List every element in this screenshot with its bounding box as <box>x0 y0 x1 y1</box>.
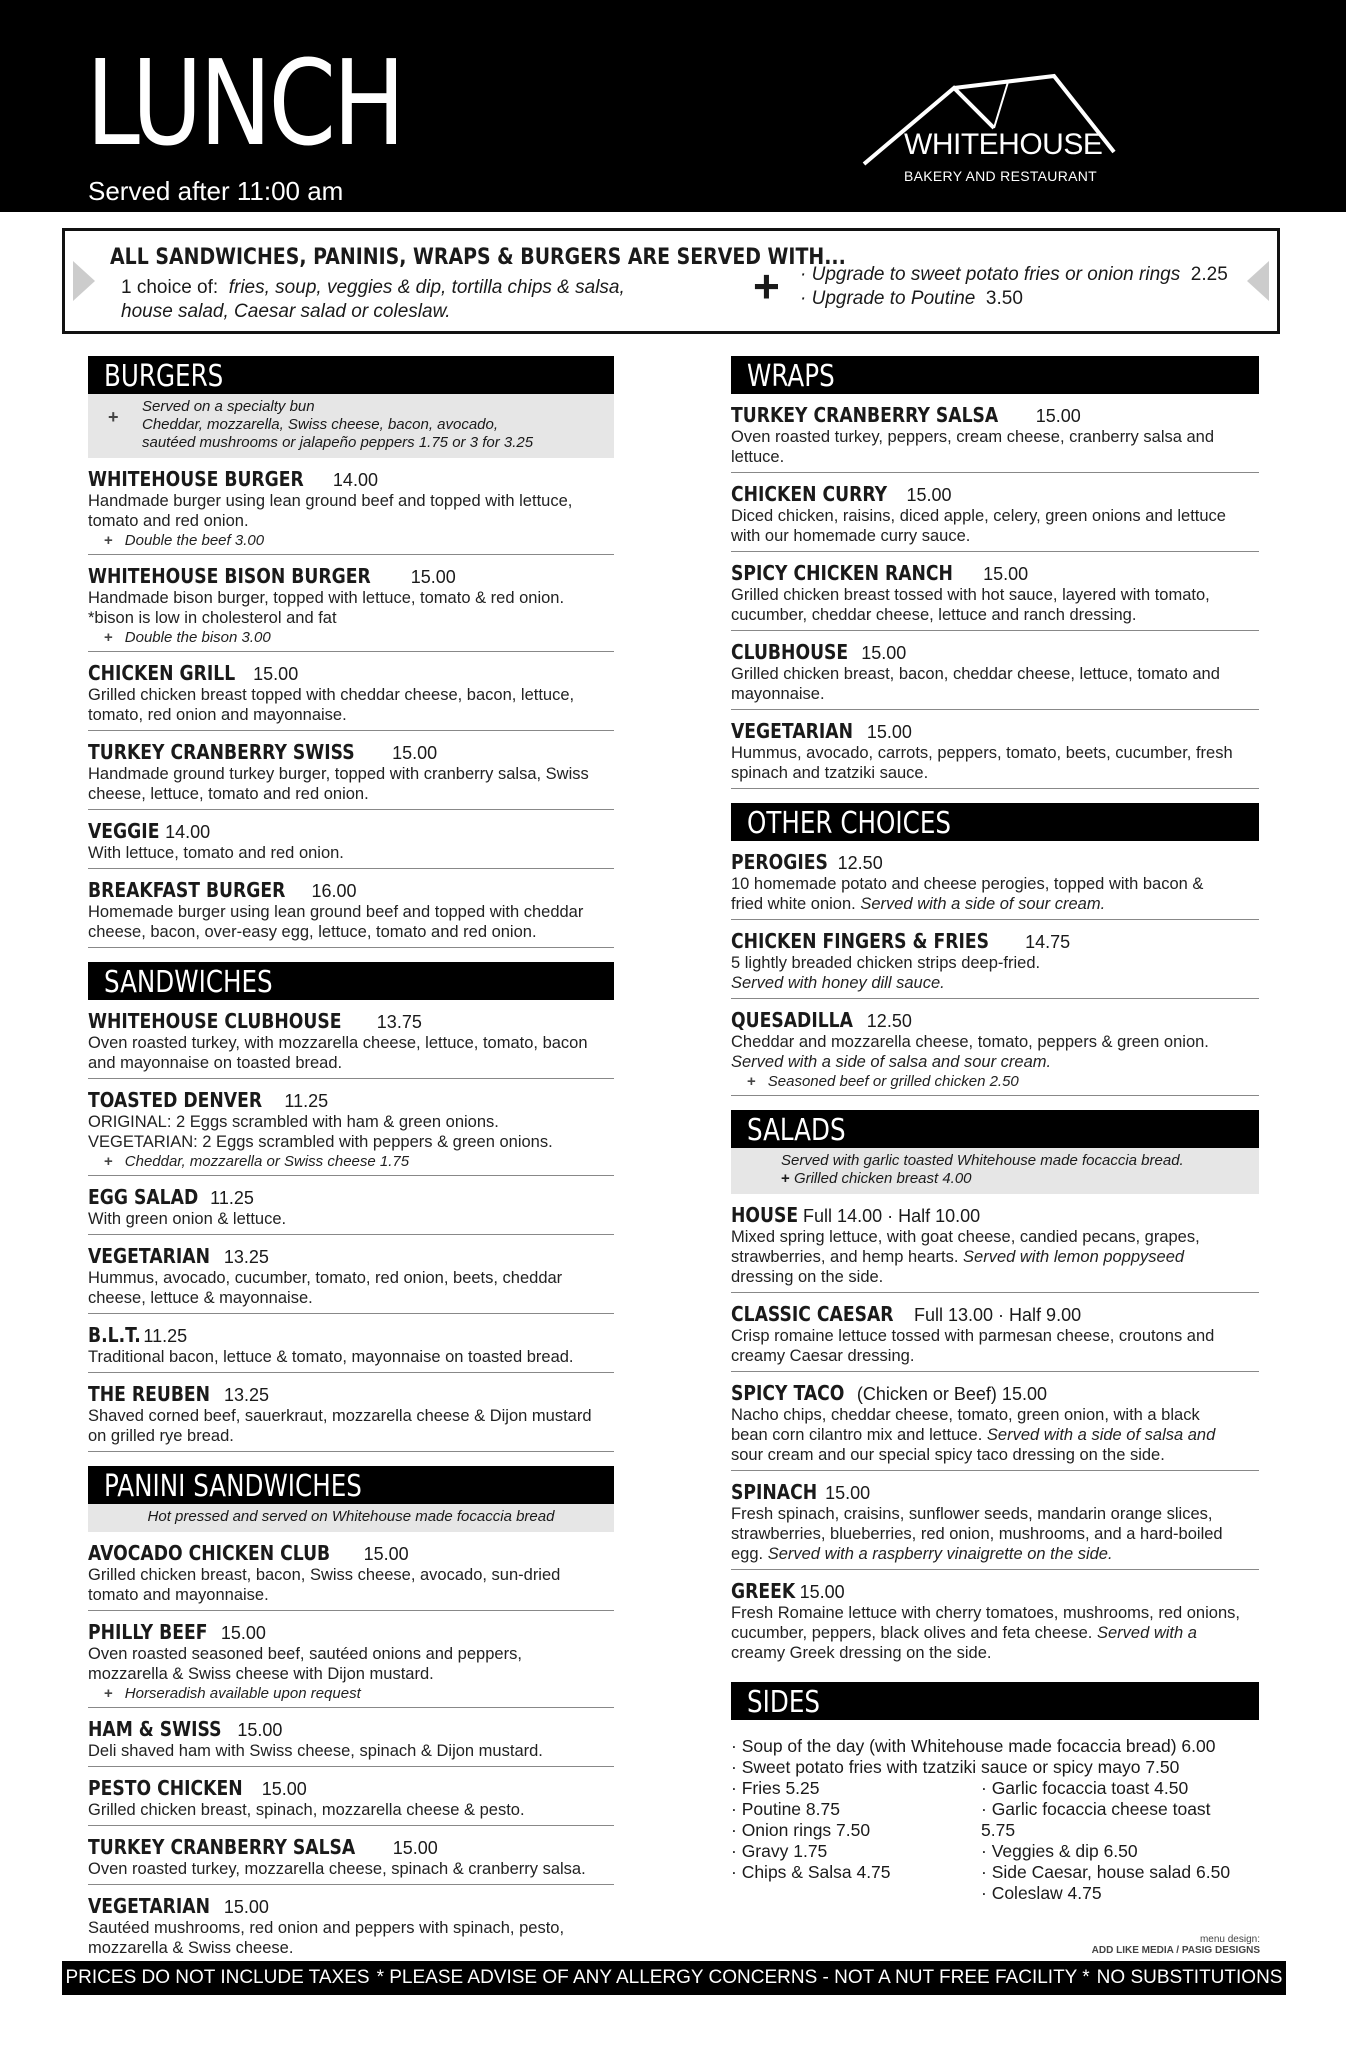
item-header <box>88 1717 614 1741</box>
item-serving-note: Served with a raspberry vinaigrette on the side. <box>767 1545 1113 1563</box>
item-description: sour cream and our special spicy taco dressing on the side. <box>731 1446 1165 1464</box>
plus-icon: + <box>781 1170 794 1187</box>
choice-prefix: 1 choice of: <box>121 277 219 298</box>
plus-icon: + <box>104 1685 113 1702</box>
item-price: 14.00 <box>332 470 378 490</box>
item-header <box>88 1185 614 1209</box>
section-title: SANDWICHES <box>104 965 273 1000</box>
section-title: OTHER CHOICES <box>747 806 951 841</box>
sides-item: · Gravy 1.75 <box>731 1841 828 1861</box>
section-note: Hot pressed and served on Whitehouse made focaccia bread <box>88 1504 614 1532</box>
item-description: Oven roasted turkey, mozzarella cheese, spinach & cranberry salsa. <box>88 1860 586 1878</box>
item-price: 15.00 <box>861 643 907 663</box>
item-name: THE REUBEN <box>88 1382 211 1406</box>
item-description: Homemade burger using lean ground beef and topped with cheddar <box>88 903 584 921</box>
item-name: WHITEHOUSE CLUBHOUSE <box>88 1009 342 1033</box>
item-header <box>731 1203 1259 1227</box>
section-title: SALADS <box>747 1113 846 1148</box>
sides-item: · Sweet potato fries with tzatziki sauce or spicy mayo 7.50 <box>731 1757 1180 1777</box>
item-price: 11.25 <box>284 1091 329 1111</box>
item-price: 15.00 <box>392 743 438 763</box>
item-name: CHICKEN CURRY <box>731 482 888 506</box>
menu-item <box>88 1611 614 1708</box>
item-description: on grilled rye bread. <box>88 1427 234 1445</box>
item-description: Oven roasted seasoned beef, sautéed onions and peppers, <box>88 1645 522 1663</box>
item-header <box>731 1480 1259 1504</box>
item-price: 15.00 <box>906 485 952 505</box>
item-description: cucumber, cheddar cheese, lettuce and ranch dressing. <box>731 606 1137 624</box>
item-description: fried white onion. Served with a side of sour cream. <box>731 895 1106 913</box>
item-header <box>88 1244 614 1268</box>
item-description: Sautéed mushrooms, red onion and peppers with spinach, pesto, <box>88 1919 565 1937</box>
menu-item <box>731 841 1259 920</box>
note-line: Served on a specialty bun <box>142 398 315 415</box>
item-header <box>88 878 614 902</box>
section-header-panini-sandwiches <box>88 1466 614 1504</box>
menu-item <box>88 1885 614 1963</box>
sides-list <box>731 1736 1259 1904</box>
item-header <box>731 1381 1259 1405</box>
banner-right-arrow-icon <box>1247 261 1269 301</box>
item-name: TOASTED DENVER <box>88 1088 263 1112</box>
footer-notice <box>62 1961 1286 1995</box>
item-price: 12.50 <box>866 1011 912 1031</box>
item-description: Grilled chicken breast topped with cheddar cheese, bacon, lettuce, <box>88 686 575 704</box>
item-serving-note: Served with lemon poppyseed <box>963 1248 1185 1266</box>
item-price: 15.00 <box>392 1838 438 1858</box>
item-header <box>731 719 1259 743</box>
item-price: 13.75 <box>376 1012 422 1032</box>
plus-icon: + <box>104 532 113 549</box>
item-price: 15.00 <box>223 1897 269 1917</box>
addon-text: Horseradish available upon request <box>124 1685 361 1702</box>
item-header <box>88 1009 614 1033</box>
item-header <box>88 1894 614 1918</box>
item-description: With green onion & lettuce. <box>88 1210 287 1228</box>
item-description: cheese, lettuce & mayonnaise. <box>88 1289 313 1307</box>
footer-taxes: PRICES DO NOT INCLUDE TAXES <box>65 1967 370 1988</box>
item-price: 15.00 <box>825 1483 871 1503</box>
page-title: LUNCH <box>86 34 403 172</box>
item-description: Hummus, avocado, carrots, peppers, tomato, beets, cucumber, fresh <box>731 744 1233 762</box>
menu-item <box>88 1314 614 1373</box>
item-header <box>731 1008 1259 1032</box>
sides-item: · Soup of the day (with Whitehouse made focaccia bread) 6.00 <box>731 1736 1216 1756</box>
item-description: 5 lightly breaded chicken strips deep-fried. <box>731 954 1041 972</box>
item-name: TURKEY CRANBERRY SWISS <box>88 740 355 764</box>
item-price: 16.00 <box>311 881 357 901</box>
item-description <box>731 973 1259 993</box>
item-header <box>731 850 1259 874</box>
menu-item <box>88 1176 614 1235</box>
item-header <box>88 467 614 491</box>
item-description: Handmade burger using lean ground beef and topped with lettuce, <box>88 492 573 510</box>
item-description: cucumber, peppers, black olives and feta cheese. Served with a <box>731 1624 1197 1642</box>
item-serving-note: Served with a side of salsa and <box>986 1426 1216 1444</box>
section-header-other-choices <box>731 803 1259 841</box>
menu-item <box>88 1767 614 1826</box>
item-name: BREAKFAST BURGER <box>88 878 286 902</box>
item-price: 15.00 <box>983 564 1029 584</box>
menu-item <box>88 869 614 948</box>
choice-options-2: house salad, Caesar salad or coleslaw. <box>121 301 451 322</box>
item-name: HAM & SWISS <box>88 1717 222 1741</box>
section-title: PANINI SANDWICHES <box>104 1469 362 1504</box>
item-header <box>88 661 614 685</box>
item-header <box>88 1382 614 1406</box>
item-name: B.L.T. <box>88 1323 141 1347</box>
choice-options: fries, soup, veggies & dip, tortilla chips & salsa, <box>228 277 625 298</box>
item-description: *bison is low in cholesterol and fat <box>88 609 337 627</box>
item-description: dressing on the side. <box>731 1268 884 1286</box>
item-description: Traditional bacon, lettuce & tomato, mayonnaise on toasted bread. <box>88 1348 574 1366</box>
sides-item: · Garlic focaccia toast 4.50 <box>981 1778 1189 1798</box>
addon-text: Cheddar, mozzarella or Swiss cheese 1.75 <box>124 1153 410 1170</box>
menu-item <box>731 1570 1259 1668</box>
item-price: (Chicken or Beef) 15.00 <box>856 1384 1047 1404</box>
item-description: mozzarella & Swiss cheese with Dijon mustard. <box>88 1665 434 1683</box>
item-name: SPINACH <box>731 1480 818 1504</box>
header <box>0 0 1346 212</box>
note-line: Cheddar, mozzarella, Swiss cheese, bacon, avocado, <box>142 416 499 433</box>
item-name: VEGETARIAN <box>731 719 853 743</box>
item-price: 15.00 <box>237 1720 283 1740</box>
item-name: CLASSIC CAESAR <box>731 1302 894 1326</box>
item-price: 13.25 <box>223 1385 269 1405</box>
item-name: TURKEY CRANBERRY SALSA <box>88 1835 356 1859</box>
banner-choice-line <box>121 277 625 299</box>
item-description: lettuce. <box>731 448 785 466</box>
sides-item: · Chips & Salsa 4.75 <box>731 1862 891 1882</box>
item-name: SPICY TACO <box>731 1381 845 1405</box>
menu-item <box>731 1471 1259 1570</box>
section-header-sides: SIDES <box>731 1682 1259 1720</box>
menu-item <box>88 1826 614 1885</box>
footer-substitutions: NO SUBSTITUTIONS <box>1096 1967 1283 1988</box>
menu-item <box>88 1000 614 1079</box>
menu-item <box>731 999 1259 1096</box>
logo <box>858 72 1118 196</box>
item-description: mozzarella & Swiss cheese. <box>88 1939 294 1957</box>
item-header <box>88 819 614 843</box>
item-description: and mayonnaise on toasted bread. <box>88 1054 343 1072</box>
item-header <box>88 1541 614 1565</box>
menu-item <box>731 394 1259 473</box>
menu-item <box>88 1235 614 1314</box>
item-price: 11.25 <box>210 1188 254 1208</box>
plus-icon: + <box>104 629 113 646</box>
note-addon-text: Grilled chicken breast 4.00 <box>793 1170 972 1187</box>
item-addon <box>88 629 614 646</box>
item-price: 12.50 <box>837 853 883 873</box>
item-name: CLUBHOUSE <box>731 640 849 664</box>
item-name: QUESADILLA <box>731 1008 853 1032</box>
item-description: Nacho chips, cheddar cheese, tomato, green onion, with a black <box>731 1406 1200 1424</box>
menu-item <box>731 920 1259 999</box>
item-description: VEGETARIAN: 2 Eggs scrambled with peppers & green onions. <box>88 1133 553 1151</box>
item-description: mayonnaise. <box>731 685 825 703</box>
item-name: PESTO CHICKEN <box>88 1776 243 1800</box>
section-header-sandwiches <box>88 962 614 1000</box>
item-price: 15.00 <box>799 1582 845 1602</box>
menu-item <box>731 1194 1259 1293</box>
item-serving-note: Served with honey dill sauce. <box>731 974 945 992</box>
item-header <box>88 1620 614 1644</box>
menu-item <box>88 555 614 652</box>
item-addon <box>88 1153 614 1170</box>
plus-icon: + <box>108 407 119 427</box>
item-description: spinach and tzatziki sauce. <box>731 764 929 782</box>
item-price: 14.00 <box>165 822 211 842</box>
item-description: egg. Served with a raspberry vinaigrette on the side. <box>731 1545 1113 1563</box>
item-price: 15.00 <box>253 664 299 684</box>
plus-icon: + <box>747 1073 756 1090</box>
sides-item: · Garlic focaccia cheese toast 5.75 <box>981 1799 1211 1840</box>
item-price: 13.25 <box>223 1247 269 1267</box>
item-header <box>731 482 1259 506</box>
item-header <box>731 561 1259 585</box>
page-subtitle: Served after 11:00 am <box>88 176 344 206</box>
menu-item <box>88 810 614 869</box>
item-price: 15.00 <box>363 1544 409 1564</box>
section-note <box>88 394 614 458</box>
menu-item <box>731 710 1259 789</box>
menu-item <box>731 1372 1259 1471</box>
served-with-banner <box>62 228 1280 334</box>
menu-item <box>88 731 614 810</box>
item-description: creamy Caesar dressing. <box>731 1347 915 1365</box>
item-name: CHICKEN GRILL <box>88 661 236 685</box>
item-name: AVOCADO CHICKEN CLUB <box>88 1541 331 1565</box>
item-header <box>731 640 1259 664</box>
item-header <box>731 403 1259 427</box>
item-description: Handmade bison burger, topped with lettuce, tomato & red onion. <box>88 589 565 607</box>
sides-item: · Coleslaw 4.75 <box>981 1883 1102 1903</box>
menu-item <box>731 631 1259 710</box>
item-description: ORIGINAL: 2 Eggs scrambled with ham & green onions. <box>88 1113 499 1131</box>
item-name: WHITEHOUSE BISON BURGER <box>88 564 371 588</box>
item-price: 15.00 <box>1035 406 1081 426</box>
plus-icon: + <box>753 260 780 312</box>
item-name: SPICY CHICKEN RANCH <box>731 561 953 585</box>
item-addon <box>88 532 614 549</box>
item-description: Shaved corned beef, sauerkraut, mozzarella cheese & Dijon mustard <box>88 1407 592 1425</box>
item-serving-note: Served with a side of salsa and sour cream. <box>731 1053 1052 1071</box>
section-header-salads <box>731 1110 1259 1148</box>
item-description: cheese, bacon, over-easy egg, lettuce, tomato and red onion. <box>88 923 537 941</box>
note-addon <box>781 1170 1251 1188</box>
item-description: Diced chicken, raisins, diced apple, celery, green onions and lettuce <box>731 507 1226 525</box>
sides-item: · Fries 5.25 <box>731 1778 820 1798</box>
item-description: Handmade ground turkey burger, topped with cranberry salsa, Swiss <box>88 765 589 783</box>
item-description: tomato and mayonnaise. <box>88 1586 269 1604</box>
item-header <box>731 1302 1259 1326</box>
item-header <box>88 1835 614 1859</box>
left-column <box>88 342 614 1963</box>
item-name: PEROGIES <box>731 850 828 874</box>
section-note <box>731 1148 1259 1194</box>
design-credit: menu design: ADD LIKE MEDIA / PASIG DESIGNS <box>1091 1934 1260 1956</box>
menu-item <box>88 652 614 731</box>
item-header <box>731 929 1259 953</box>
item-addon <box>88 1685 614 1702</box>
item-description: Deli shaved ham with Swiss cheese, spinach & Dijon mustard. <box>88 1742 543 1760</box>
logo-tagline: BAKERY AND RESTAURANT <box>904 168 1098 184</box>
item-description: cheese, lettuce, tomato and red onion. <box>88 785 369 803</box>
item-description: Fresh spinach, craisins, sunflower seeds, mandarin orange slices, <box>731 1505 1213 1523</box>
item-addon <box>731 1073 1259 1090</box>
item-price: 15.00 <box>866 722 912 742</box>
item-description: Crisp romaine lettuce tossed with parmesan cheese, croutons and <box>731 1327 1215 1345</box>
addon-text: Double the bison 3.00 <box>124 629 271 646</box>
item-description: With lettuce, tomato and red onion. <box>88 844 344 862</box>
addon-text: Seasoned beef or grilled chicken 2.50 <box>767 1073 1019 1090</box>
right-column <box>731 342 1259 1904</box>
item-description: bean corn cilantro mix and lettuce. Served with a side of salsa and <box>731 1426 1216 1444</box>
banner-heading: ALL SANDWICHES, PANINIS, WRAPS & BURGERS ARE SERVED WITH... <box>110 245 846 270</box>
item-name: VEGETARIAN <box>88 1894 210 1918</box>
item-name: PHILLY BEEF <box>88 1620 208 1644</box>
item-description: Hummus, avocado, cucumber, tomato, red onion, beets, cheddar <box>88 1269 563 1287</box>
item-name: WHITEHOUSE BURGER <box>88 467 304 491</box>
item-serving-note: Served with a <box>1096 1624 1197 1642</box>
item-header <box>88 1323 614 1347</box>
item-serving-note: Served with a side of sour cream. <box>860 895 1106 913</box>
item-description: Grilled chicken breast tossed with hot sauce, layered with tomato, <box>731 586 1210 604</box>
section-title: WRAPS <box>747 359 835 394</box>
item-description: tomato, red onion and mayonnaise. <box>88 706 347 724</box>
item-price: 15.00 <box>220 1623 266 1643</box>
item-price: 15.00 <box>261 1779 307 1799</box>
item-name: CHICKEN FINGERS & FRIES <box>731 929 990 953</box>
item-description: Oven roasted turkey, peppers, cream cheese, cranberry salsa and <box>731 428 1215 446</box>
addon-text: Double the beef 3.00 <box>124 532 265 549</box>
section-header-wraps <box>731 356 1259 394</box>
item-header <box>88 1088 614 1112</box>
menu-item <box>731 473 1259 552</box>
menu-item <box>88 1708 614 1767</box>
menu-item <box>88 1079 614 1176</box>
item-description: Oven roasted turkey, with mozzarella cheese, lettuce, tomato, bacon <box>88 1034 588 1052</box>
banner-left-arrow-icon <box>73 261 95 301</box>
item-name: GREEK <box>731 1579 796 1603</box>
item-description: Mixed spring lettuce, with goat cheese, candied pecans, grapes, <box>731 1228 1200 1246</box>
item-description: with our homemade curry sauce. <box>731 527 971 545</box>
item-description: Grilled chicken breast, bacon, Swiss cheese, avocado, sun-dried <box>88 1566 561 1584</box>
item-name: HOUSE <box>731 1203 799 1227</box>
item-description: Grilled chicken breast, spinach, mozzarella cheese & pesto. <box>88 1801 525 1819</box>
item-name: VEGGIE <box>88 819 160 843</box>
item-header <box>88 564 614 588</box>
note-line: Served with garlic toasted Whitehouse made focaccia bread. <box>781 1152 1184 1169</box>
plus-icon: + <box>104 1153 113 1170</box>
item-price: Full 13.00 · Half 9.00 <box>914 1305 1082 1325</box>
item-header <box>88 740 614 764</box>
sides-column-1 <box>731 1778 981 1904</box>
sides-item: · Onion rings 7.50 <box>731 1820 871 1840</box>
sides-item: · Poutine 8.75 <box>731 1799 840 1819</box>
section-title: BURGERS <box>104 359 224 394</box>
menu-item <box>731 1293 1259 1372</box>
item-description <box>731 1052 1259 1072</box>
menu-item <box>731 552 1259 631</box>
item-name: EGG SALAD <box>88 1185 199 1209</box>
menu-item <box>88 1373 614 1452</box>
item-description: Cheddar and mozzarella cheese, tomato, peppers & green onion. <box>731 1033 1209 1051</box>
item-price: 15.00 <box>410 567 456 587</box>
item-price: Full 14.00 · Half 10.00 <box>803 1206 981 1226</box>
footer-allergy: * PLEASE ADVISE OF ANY ALLERGY CONCERNS - NOT A NUT FREE FACILITY * <box>376 1967 1090 1988</box>
item-description: tomato and red onion. <box>88 512 249 530</box>
menu-item <box>88 1532 614 1611</box>
menu-item <box>88 458 614 555</box>
sides-item: · Side Caesar, house salad 6.50 <box>981 1862 1231 1882</box>
item-header <box>731 1579 1259 1603</box>
item-description: Grilled chicken breast, bacon, cheddar cheese, lettuce, tomato and <box>731 665 1220 683</box>
item-description: strawberries, and hemp hearts. Served with lemon poppyseed <box>731 1248 1185 1266</box>
item-description: 10 homemade potato and cheese perogies, topped with bacon & <box>731 875 1204 893</box>
item-description: Fresh Romaine lettuce with cherry tomatoes, mushrooms, red onions, <box>731 1604 1240 1622</box>
sides-column-2 <box>981 1778 1231 1904</box>
item-description: creamy Greek dressing on the side. <box>731 1644 992 1662</box>
logo-name: WHITEHOUSE <box>904 128 1103 161</box>
item-header <box>88 1776 614 1800</box>
item-price: 11.25 <box>143 1326 188 1346</box>
item-price: 14.75 <box>1025 932 1071 952</box>
item-description: strawberries, blueberries, red onion, mushrooms, and a hard-boiled <box>731 1525 1223 1543</box>
section-header-burgers <box>88 356 614 394</box>
upgrade-line-2: · Upgrade to Poutine 3.50 <box>800 288 1023 309</box>
item-name: TURKEY CRANBERRY SALSA <box>731 403 999 427</box>
note-line: sautéed mushrooms or jalapeño peppers 1.75 or 3 for 3.25 <box>142 434 534 451</box>
sides-item: · Veggies & dip 6.50 <box>981 1841 1138 1861</box>
item-name: VEGETARIAN <box>88 1244 210 1268</box>
upgrade-line-1: · Upgrade to sweet potato fries or onion rings 2.25 <box>800 264 1228 285</box>
